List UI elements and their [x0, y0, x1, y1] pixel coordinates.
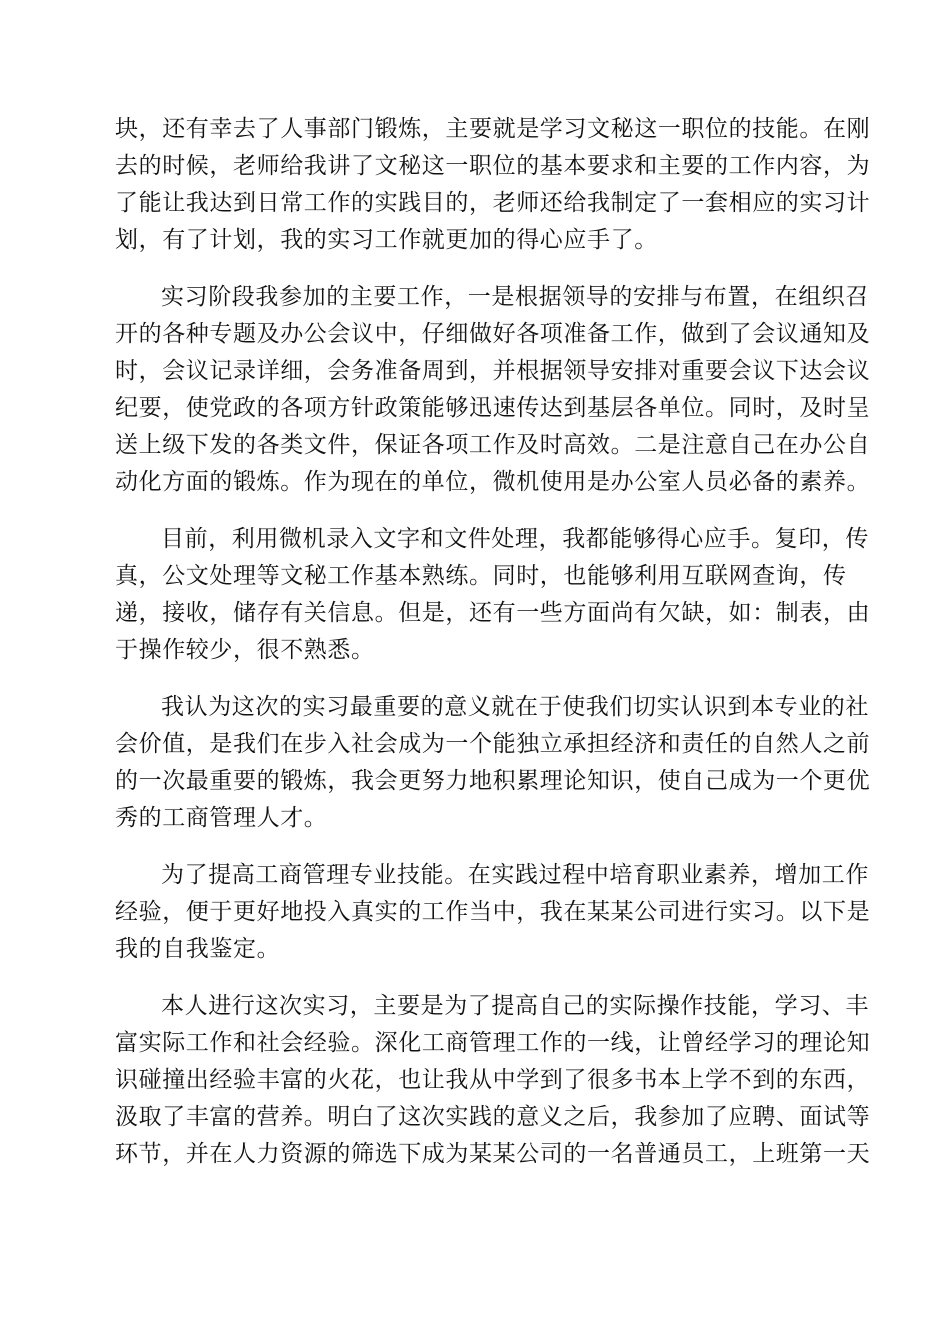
text-line: 真，公文处理等文秘工作基本熟练。同时，也能够利用互联网查询，传 [115, 563, 847, 589]
paragraph-6 [115, 988, 871, 1173]
text-line: 目前，利用微机录入文字和文件处理，我都能够得心应手。复印，传 [161, 526, 869, 552]
text-line: 富实际工作和社会经验。深化工商管理工作的一线，让曾经学习的理论知 [115, 1030, 871, 1056]
text-line: 我认为这次的实习最重要的意义就在于使我们切实认识到本专业的社 [161, 694, 869, 720]
text-line: 的一次最重要的锻炼，我会更努力地积累理论知识，使自己成为一个更优 [115, 768, 871, 794]
text-line: 实习阶段我参加的主要工作，一是根据领导的安排与布置，在组织召 [161, 284, 869, 310]
text-line: 送上级下发的各类文件，保证各项工作及时高效。二是注意自己在办公自 [115, 432, 871, 458]
paragraph-1 [115, 111, 871, 259]
paragraph-2 [115, 279, 871, 501]
text-line: 于操作较少，很不熟悉。 [115, 637, 375, 663]
text-line: 会价值，是我们在步入社会成为一个能独立承担经济和责任的自然人之前 [115, 731, 871, 757]
text-line: 经验，便于更好地投入真实的工作当中，我在某某公司进行实习。以下是 [115, 899, 871, 925]
paragraph-4 [115, 689, 871, 837]
text-line: 去的时候，老师给我讲了文秘这一职位的基本要求和主要的工作内容，为 [115, 153, 871, 179]
text-line: 我的自我鉴定。 [115, 936, 281, 962]
text-line: 开的各种专题及办公会议中，仔细做好各项准备工作，做到了会议通知及 [115, 321, 871, 347]
text-line: 为了提高工商管理专业技能。在实践过程中培育职业素养，增加工作 [161, 862, 869, 888]
document-body [115, 111, 871, 1193]
text-line: 时，会议记录详细，会务准备周到，并根据领导安排对重要会议下达会议 [115, 358, 871, 384]
text-line: 环节，并在人力资源的筛选下成为某某公司的一名普通员工，上班第一天 [115, 1141, 871, 1167]
text-line: 了能让我达到日常工作的实践目的，老师还给我制定了一套相应的实习计 [115, 190, 871, 216]
paragraph-5 [115, 857, 871, 968]
text-line: 纪要，使党政的各项方针政策能够迅速传达到基层各单位。同时，及时呈 [115, 395, 871, 421]
text-line: 递，接收，储存有关信息。但是，还有一些方面尚有欠缺，如：制表，由 [115, 600, 871, 626]
text-line: 汲取了丰富的营养。明白了这次实践的意义之后，我参加了应聘、面试等 [115, 1104, 871, 1130]
paragraph-3 [115, 521, 871, 669]
text-line: 本人进行这次实习，主要是为了提高自己的实际操作技能，学习、丰 [161, 993, 869, 1019]
text-line: 动化方面的锻炼。作为现在的单位，微机使用是办公室人员必备的素养。 [115, 469, 871, 495]
text-line: 识碰撞出经验丰富的火花，也让我从中学到了很多书本上学不到的东西， [115, 1067, 871, 1093]
text-line: 块，还有幸去了人事部门锻炼，主要就是学习文秘这一职位的技能。在刚 [115, 116, 871, 142]
text-line: 秀的工商管理人才。 [115, 805, 328, 831]
text-line: 划，有了计划，我的实习工作就更加的得心应手了。 [115, 227, 658, 253]
